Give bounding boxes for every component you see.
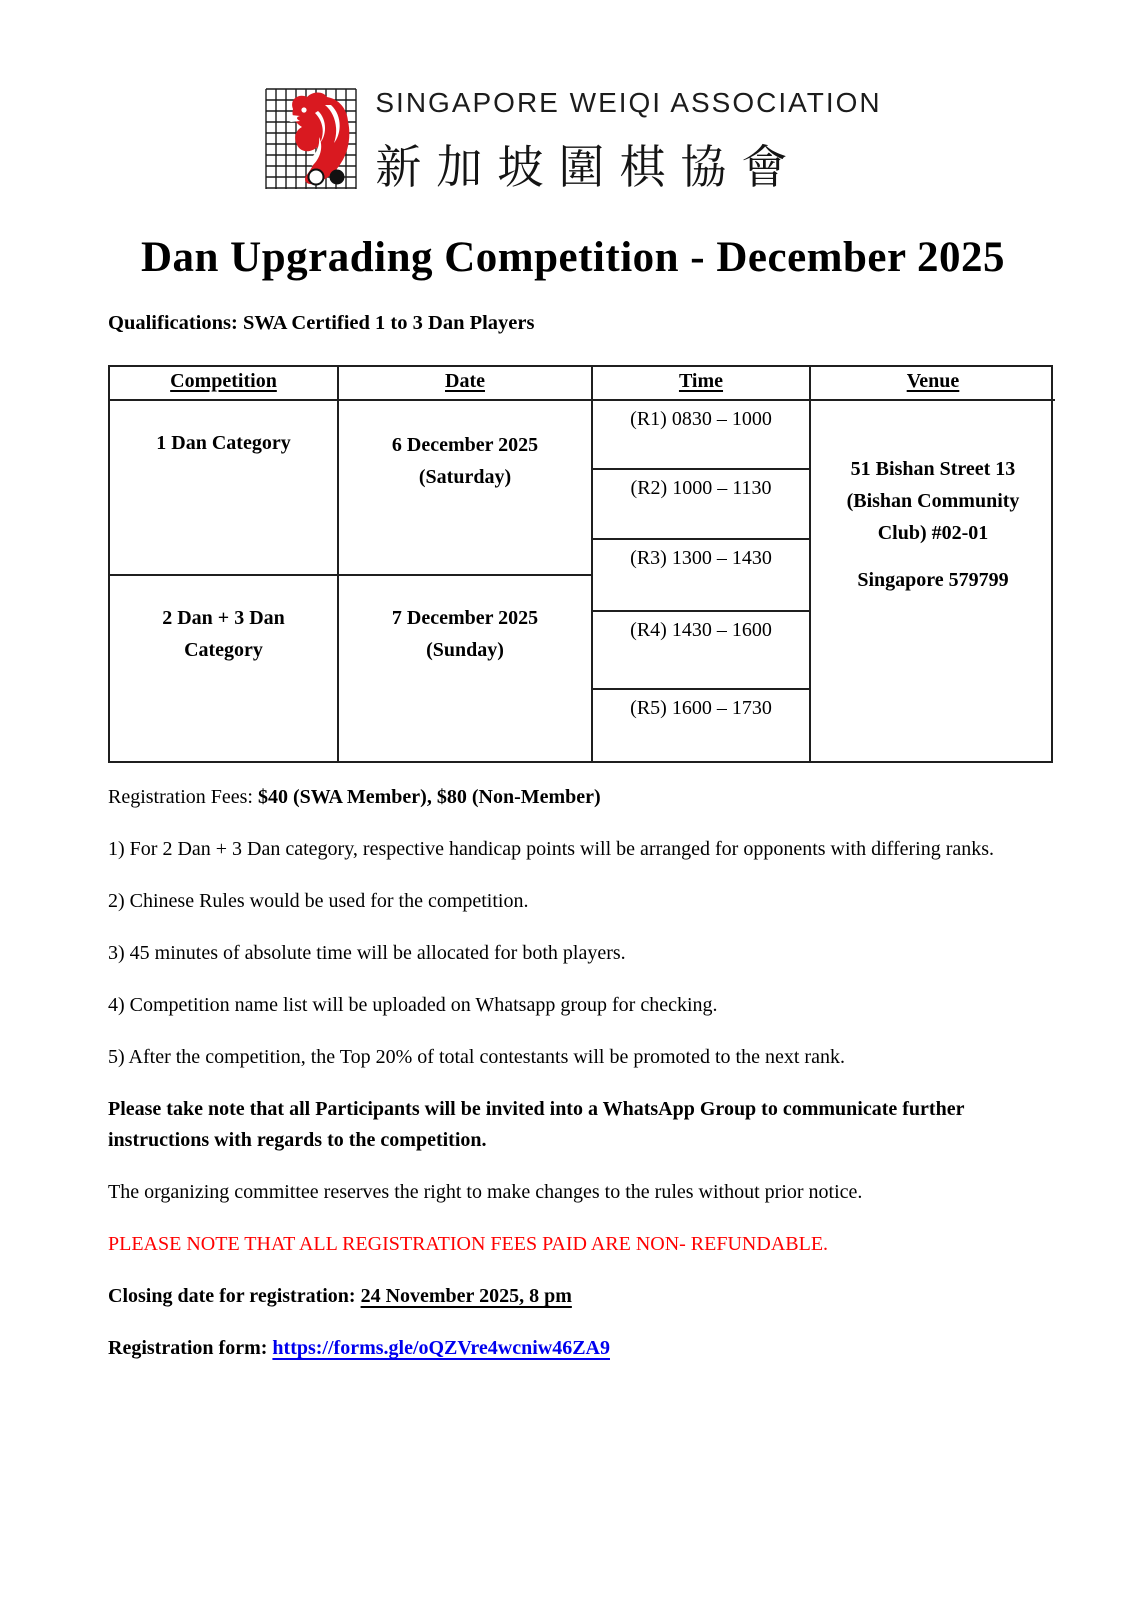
- time-cell-r1: (R1) 0830 – 1000: [593, 401, 811, 470]
- schedule-table: [108, 365, 1053, 763]
- venue-cell: [811, 401, 1055, 761]
- note-1: 1) For 2 Dan + 3 Dan category, respective handicap points will be arranged for opponents with differing ranks.: [108, 838, 995, 860]
- org-name-chinese: 新加坡圍棋協會: [375, 142, 803, 193]
- fees-value: $40 (SWA Member), $80 (Non-Member): [257, 786, 601, 808]
- registration-form-line: [108, 1333, 1052, 1364]
- col-header-competition: Competition: [110, 367, 339, 401]
- category-cell-2dan-3dan: [110, 576, 339, 761]
- col-header-date: Date: [339, 367, 593, 401]
- page-title: Dan Upgrading Competition - December 2025: [140, 234, 1006, 281]
- whatsapp-note: Please take note that all Participants will be invited into a WhatsApp Group to communicate further instructions with regards to the competition.: [108, 1098, 965, 1151]
- note-5: 5) After the competition, the Top 20% of total contestants will be promoted to the next rank.: [108, 1046, 845, 1068]
- venue-line: Club) #02-01: [877, 522, 989, 544]
- note-4: 4) Competition name list will be uploaded on Whatsapp group for checking.: [108, 994, 718, 1016]
- logo-text: [375, 85, 881, 197]
- committee-note: The organizing committee reserves the right to make changes to the rules without prior notice.: [108, 1181, 863, 1203]
- white-stone-icon: [309, 170, 324, 185]
- date-line: 6 December 2025: [391, 434, 539, 456]
- time-cell-r5: (R5) 1600 – 1730: [593, 690, 811, 761]
- body-copy: [108, 782, 1052, 1364]
- closing-date-value: 24 November 2025, 8 pm: [360, 1285, 572, 1307]
- note-2: 2) Chinese Rules would be used for the competition.: [108, 890, 529, 912]
- black-stone-icon: [330, 170, 345, 185]
- date-line: 7 December 2025: [391, 607, 539, 629]
- registration-label: Registration form:: [108, 1337, 273, 1359]
- swa-goboard-merlion-logo-icon: [263, 85, 359, 191]
- time-cell-r4: (R4) 1430 – 1600: [593, 612, 811, 690]
- fees-label: Registration Fees:: [108, 786, 258, 808]
- closing-date-line: [108, 1281, 1052, 1312]
- qualifications-line: Qualifications: SWA Certified 1 to 3 Dan Players: [108, 312, 535, 334]
- registration-form-link[interactable]: https://forms.gle/oQZVre4wcniw46ZA9: [272, 1337, 610, 1359]
- registration-fees-line: [108, 782, 1052, 813]
- time-cell-r3: (R3) 1300 – 1430: [593, 540, 811, 612]
- logo: [93, 85, 1052, 197]
- day-line: (Saturday): [418, 466, 512, 488]
- closing-label: Closing date for registration:: [108, 1285, 361, 1307]
- org-name-english: SINGAPORE WEIQI ASSOCIATION: [375, 87, 882, 118]
- col-header-venue: Venue: [811, 367, 1055, 401]
- venue-postal-line: Singapore 579799: [857, 569, 1009, 591]
- note-3: 3) 45 minutes of absolute time will be allocated for both players.: [108, 942, 626, 964]
- venue-line: 51 Bishan Street 13: [850, 458, 1016, 480]
- venue-line: (Bishan Community: [846, 490, 1020, 512]
- category-cell-1dan: 1 Dan Category: [110, 401, 339, 576]
- date-cell-saturday: [339, 401, 593, 576]
- col-header-time: Time: [593, 367, 811, 401]
- date-cell-sunday: [339, 576, 593, 761]
- category-line: 2 Dan + 3 Dan: [162, 607, 285, 629]
- refund-notice: PLEASE NOTE THAT ALL REGISTRATION FEES PAID ARE NON- REFUNDABLE.: [108, 1233, 829, 1255]
- time-cell-r2: (R2) 1000 – 1130: [593, 470, 811, 540]
- category-line: Category: [184, 639, 263, 661]
- day-line: (Sunday): [426, 639, 504, 661]
